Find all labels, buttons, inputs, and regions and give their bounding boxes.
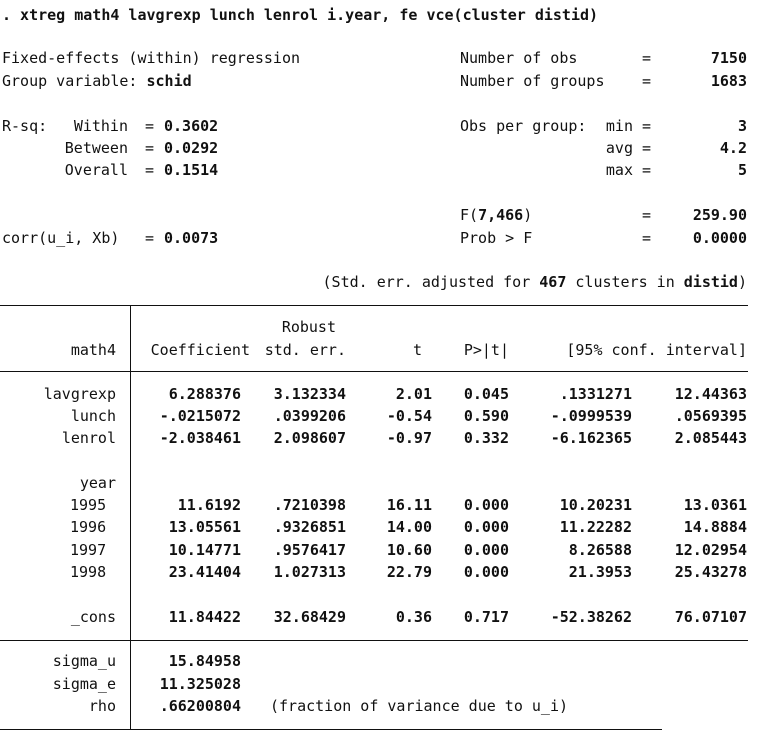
max-eq: = <box>642 161 652 179</box>
probf-value: 0.0000 <box>692 229 747 247</box>
corr-value: 0.0073 <box>164 229 219 247</box>
row-1998-coef: 23.41404 <box>168 563 241 581</box>
corr-label: corr(u_i, Xb) <box>2 229 120 247</box>
f-label <box>460 205 532 225</box>
rsq-overall-eq: = <box>145 161 155 179</box>
row-cons-coef: 11.84422 <box>168 608 241 626</box>
rsq-between-value: 0.0292 <box>164 139 219 157</box>
row-lenrol-se: 2.098607 <box>273 429 346 447</box>
row-1996-lo: 11.22282 <box>559 518 632 536</box>
row-lunch-coef: -.0215072 <box>159 407 241 425</box>
cluster-note <box>250 272 747 292</box>
nobs-eq: = <box>642 49 652 67</box>
row-cons-p: 0.717 <box>463 608 509 626</box>
max-value: 5 <box>737 161 747 179</box>
row-lavgrexp-se: 3.132334 <box>273 385 346 403</box>
f-value: 259.90 <box>692 206 747 224</box>
row-1997-hi: 12.02954 <box>674 541 747 559</box>
rsq-within-value: 0.3602 <box>164 117 219 135</box>
row-1995-p: 0.000 <box>463 496 509 514</box>
obs-per-group-label: Obs per group: <box>460 117 587 135</box>
rsq-within-label: Within <box>73 117 128 135</box>
row-lunch-se: .0399206 <box>273 407 346 425</box>
rho-note: (fraction of variance due to u_i) <box>270 697 569 715</box>
col-p: P>|t| <box>463 341 509 359</box>
row-1996-coef: 13.05561 <box>168 518 241 536</box>
row-lavgrexp-t: 2.01 <box>395 385 432 403</box>
col-t: t <box>412 341 422 359</box>
max-label: max <box>605 161 633 179</box>
row-1998-t: 22.79 <box>386 563 432 581</box>
row-lenrol-p: 0.332 <box>463 429 509 447</box>
row-1997-p: 0.000 <box>463 541 509 559</box>
row-lunch-p: 0.590 <box>463 407 509 425</box>
cluster-note-suffix: ) <box>737 273 747 291</box>
row-1995-coef: 11.6192 <box>177 496 241 514</box>
row-lavgrexp-coef: 6.288376 <box>168 385 241 403</box>
row-1998-p: 0.000 <box>463 563 509 581</box>
table-top-rule <box>0 305 748 306</box>
cluster-count: 467 <box>539 273 567 291</box>
f-df: 7,466 <box>478 206 524 224</box>
table-stub-divider <box>130 305 131 730</box>
model-type: Fixed-effects (within) regression <box>2 49 301 67</box>
row-1997-t: 10.60 <box>386 541 432 559</box>
col-conf-interval: [95% conf. interval] <box>566 341 747 359</box>
row-1998-lo: 21.3953 <box>568 563 632 581</box>
sigma-e-value: 11.325028 <box>159 675 241 693</box>
row-1997-lo: 8.26588 <box>568 541 632 559</box>
col-coefficient: Coefficient <box>150 341 250 359</box>
row-1995-t: 16.11 <box>386 496 432 514</box>
f-eq: = <box>642 206 652 224</box>
row-1997-name: 1997 <box>70 541 107 559</box>
ngroups-label: Number of groups <box>460 72 605 90</box>
rho-label: rho <box>88 697 116 715</box>
row-lunch-t: -0.54 <box>386 407 432 425</box>
ngroups-eq: = <box>642 72 652 90</box>
rsq-between-label: Between <box>64 139 128 157</box>
row-lenrol-coef: -2.038461 <box>159 429 241 447</box>
col-se-top: Robust <box>281 318 336 336</box>
row-lavgrexp-hi: 12.44363 <box>674 385 747 403</box>
f-label-suffix: ) <box>523 206 533 224</box>
sigma-u-value: 15.84958 <box>168 652 241 670</box>
row-lunch-lo: -.0999539 <box>550 407 632 425</box>
row-cons-t: 0.36 <box>395 608 432 626</box>
row-lenrol-hi: 2.085443 <box>674 429 747 447</box>
row-1996-name: 1996 <box>70 518 107 536</box>
probf-label: Prob > F <box>460 229 533 247</box>
row-lunch-hi: .0569395 <box>674 407 747 425</box>
group-variable-label: Group variable: <box>2 72 138 90</box>
table-bottom-rule <box>0 729 662 730</box>
row-lenrol-name: lenrol <box>61 429 116 447</box>
row-lavgrexp-name: lavgrexp <box>43 385 116 403</box>
table-header-rule <box>0 371 748 372</box>
col-depvar: math4 <box>70 341 116 359</box>
corr-eq: = <box>145 229 155 247</box>
group-variable-value: schid <box>146 72 192 90</box>
sigma-u-label: sigma_u <box>52 652 116 670</box>
avg-eq: = <box>642 139 652 157</box>
row-cons-name: _cons <box>70 608 116 626</box>
cluster-var: distid <box>683 273 738 291</box>
probf-eq: = <box>642 229 652 247</box>
row-lunch-name: lunch <box>70 407 116 425</box>
nobs-value: 7150 <box>710 49 747 67</box>
row-1995-lo: 10.20231 <box>559 496 632 514</box>
table-body-rule <box>0 640 748 641</box>
avg-label: avg <box>605 139 633 157</box>
row-cons-lo: -52.38262 <box>550 608 632 626</box>
rho-value: .66200804 <box>159 697 241 715</box>
row-lenrol-t: -0.97 <box>386 429 432 447</box>
cluster-note-prefix: (Std. err. adjusted for <box>322 273 540 291</box>
row-1995-name: 1995 <box>70 496 107 514</box>
row-1996-se: .9326851 <box>273 518 346 536</box>
row-cons-hi: 76.07107 <box>674 608 747 626</box>
rsq-within-eq: = <box>145 117 155 135</box>
f-label-prefix: F( <box>460 206 479 224</box>
row-1998-hi: 25.43278 <box>674 563 747 581</box>
rsq-label: R-sq: <box>2 117 48 135</box>
row-lenrol-lo: -6.162365 <box>550 429 632 447</box>
min-label: min <box>605 117 633 135</box>
row-1995-se: .7210398 <box>273 496 346 514</box>
row-lavgrexp-p: 0.045 <box>463 385 509 403</box>
row-1998-name: 1998 <box>70 563 107 581</box>
row-1996-t: 14.00 <box>386 518 432 536</box>
row-1996-hi: 14.8884 <box>683 518 747 536</box>
row-1997-coef: 10.14771 <box>168 541 241 559</box>
row-1998-se: 1.027313 <box>273 563 346 581</box>
rsq-overall-label: Overall <box>64 161 128 179</box>
min-eq: = <box>642 117 652 135</box>
col-std-err: std. err. <box>264 341 346 359</box>
group-variable <box>2 71 192 91</box>
row-1995-hi: 13.0361 <box>683 496 747 514</box>
row-cons-se: 32.68429 <box>273 608 346 626</box>
row-1996-p: 0.000 <box>463 518 509 536</box>
year-group-label: year <box>79 474 116 492</box>
min-value: 3 <box>737 117 747 135</box>
ngroups-value: 1683 <box>710 72 747 90</box>
command-line: . xtreg math4 lavgrexp lunch lenrol i.year, fe vce(cluster distid) <box>2 6 599 24</box>
avg-value: 4.2 <box>719 139 747 157</box>
rsq-between-eq: = <box>145 139 155 157</box>
rsq-overall-value: 0.1514 <box>164 161 219 179</box>
nobs-label: Number of obs <box>460 49 578 67</box>
row-1997-se: .9576417 <box>273 541 346 559</box>
cluster-note-middle: clusters in <box>566 273 684 291</box>
sigma-e-label: sigma_e <box>52 675 116 693</box>
row-lavgrexp-lo: .1331271 <box>559 385 632 403</box>
